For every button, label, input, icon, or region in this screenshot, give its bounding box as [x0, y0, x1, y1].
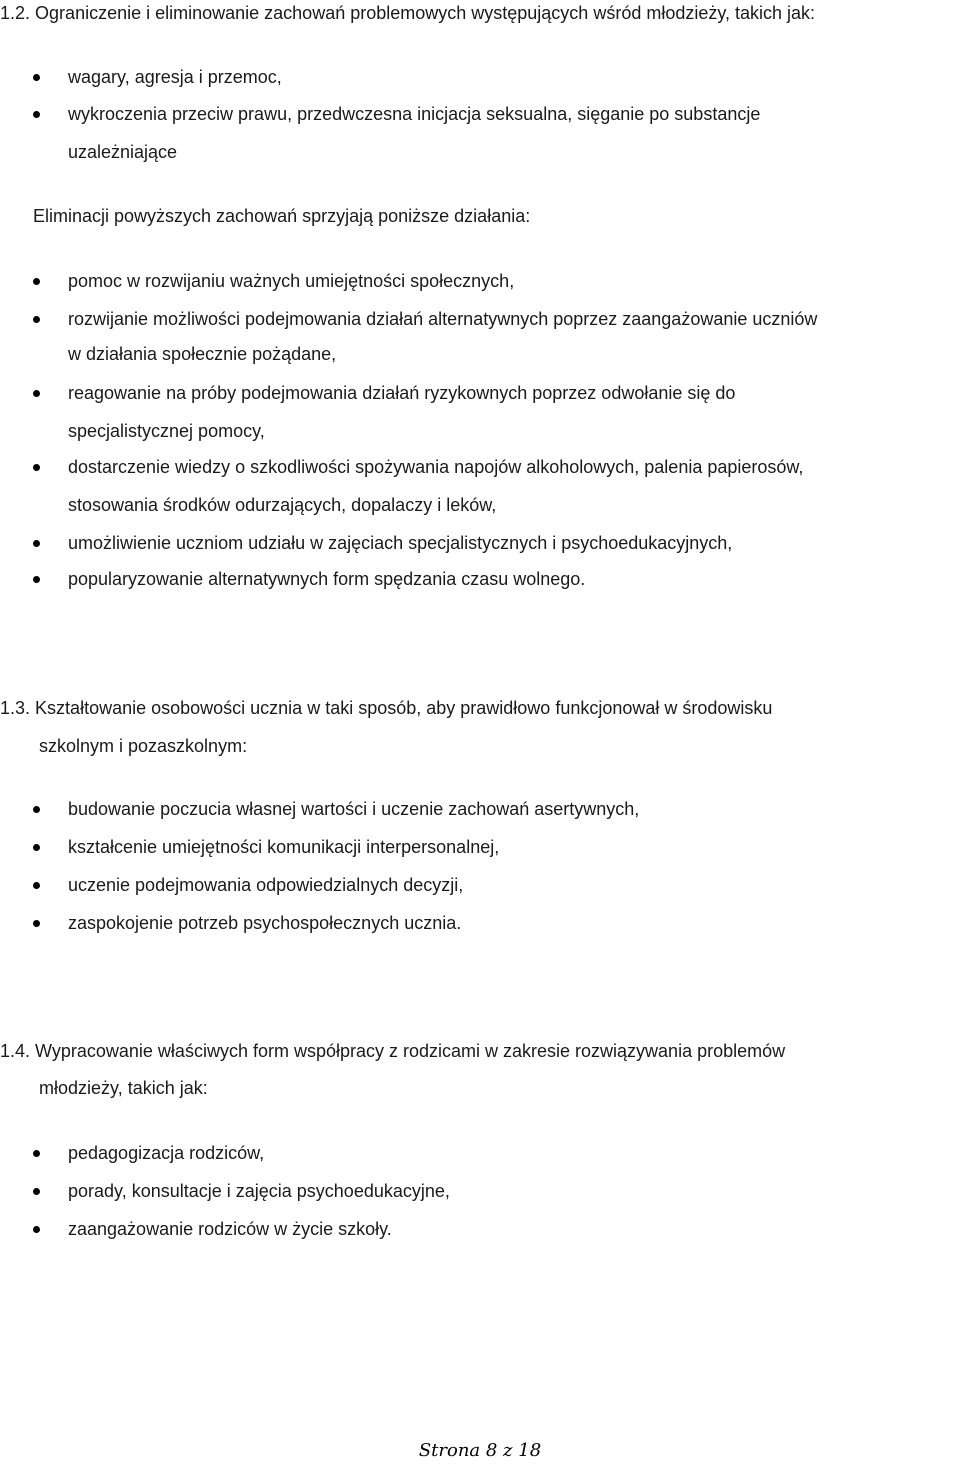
list-item [0, 382, 960, 404]
list-item [0, 456, 960, 478]
bullet-icon [33, 278, 40, 285]
list-item-text: rozwijanie możliwości podejmowania działań alternatywnych poprzez zaangażowanie uczniów [68, 309, 818, 329]
list-item [0, 874, 960, 896]
list-item-text: porady, konsultacje i zajęcia psychoedukacyjne, [68, 1181, 450, 1201]
list-item [0, 1180, 960, 1202]
list-item [0, 103, 960, 125]
list-item-continuation: uzależniające [68, 142, 178, 162]
list-item-text: zaspokojenie potrzeb psychospołecznych ucznia. [68, 913, 462, 933]
list-item [0, 532, 960, 554]
list-item-continuation: stosowania środków odurzających, dopalaczy i leków, [68, 495, 497, 515]
list-item-text: budowanie poczucia własnej wartości i uczenie zachowań asertywnych, [68, 799, 640, 819]
list-item-text: zaangażowanie rodziców w życie szkoły. [68, 1219, 392, 1239]
bullet-icon [33, 540, 40, 547]
list-item [0, 270, 960, 292]
bullet-icon [33, 74, 40, 81]
section-1-4-heading [0, 1040, 785, 1062]
bullet-icon [33, 576, 40, 583]
list-item-text: wagary, agresja i przemoc, [68, 67, 282, 87]
list-item-text: pedagogizacja rodziców, [68, 1143, 265, 1163]
bullet-icon [33, 882, 40, 889]
list-item [0, 568, 960, 590]
section-number: 1.2. [0, 3, 31, 23]
section-heading-text: Ograniczenie i eliminowanie zachowań problemowych występujących wśród młodzieży, takich jak: [35, 3, 816, 23]
bullet-icon [33, 1150, 40, 1157]
section-number: 1.3. [0, 698, 31, 718]
list-item-text: pomoc w rozwijaniu ważnych umiejętności społecznych, [68, 271, 515, 291]
list-item-continuation: specjalistycznej pomocy, [68, 421, 265, 441]
list-item-text: dostarczenie wiedzy o szkodliwości spożywania napojów alkoholowych, palenia papierosów, [68, 457, 804, 477]
list-item-text: kształcenie umiejętności komunikacji interpersonalnej, [68, 837, 500, 857]
section-heading-continuation: szkolnym i pozaszkolnym: [39, 736, 248, 756]
list-item-text: uczenie podejmowania odpowiedzialnych decyzji, [68, 875, 464, 895]
list-item [0, 798, 960, 820]
section-1-2-heading [0, 2, 815, 24]
bullet-icon [33, 1226, 40, 1233]
page-footer: Strona 8 z 18 [418, 1440, 542, 1461]
list-item [0, 912, 960, 934]
list-item [0, 66, 960, 88]
list-item [0, 1142, 960, 1164]
list-item-text: popularyzowanie alternatywnych form spędzania czasu wolnego. [68, 569, 586, 589]
section-heading-continuation: młodzieży, takich jak: [39, 1078, 208, 1098]
bullet-icon [33, 1188, 40, 1195]
bullet-icon [33, 844, 40, 851]
intro-paragraph: Eliminacji powyższych zachowań sprzyjają poniższe działania: [33, 206, 531, 226]
bullet-icon [33, 316, 40, 323]
bullet-icon [33, 920, 40, 927]
section-heading-text: Wypracowanie właściwych form współpracy z rodzicami w zakresie rozwiązywania problemów [35, 1041, 786, 1061]
bullet-icon [33, 806, 40, 813]
bullet-icon [33, 390, 40, 397]
bullet-icon [33, 464, 40, 471]
list-item [0, 1218, 960, 1240]
section-number: 1.4. [0, 1041, 31, 1061]
bullet-icon [33, 111, 40, 118]
section-1-3-heading [0, 697, 772, 719]
list-item-text: reagowanie na próby podejmowania działań ryzykownych poprzez odwołanie się do [68, 383, 736, 403]
list-item [0, 308, 960, 330]
section-heading-text: Kształtowanie osobowości ucznia w taki sposób, aby prawidłowo funkcjonował w środowisku [35, 698, 773, 718]
list-item [0, 836, 960, 858]
list-item-text: umożliwienie uczniom udziału w zajęciach specjalistycznych i psychoedukacyjnych, [68, 533, 733, 553]
list-item-continuation: w działania społecznie pożądane, [68, 344, 337, 364]
list-item-text: wykroczenia przeciw prawu, przedwczesna inicjacja seksualna, sięganie po substancje [68, 104, 761, 124]
